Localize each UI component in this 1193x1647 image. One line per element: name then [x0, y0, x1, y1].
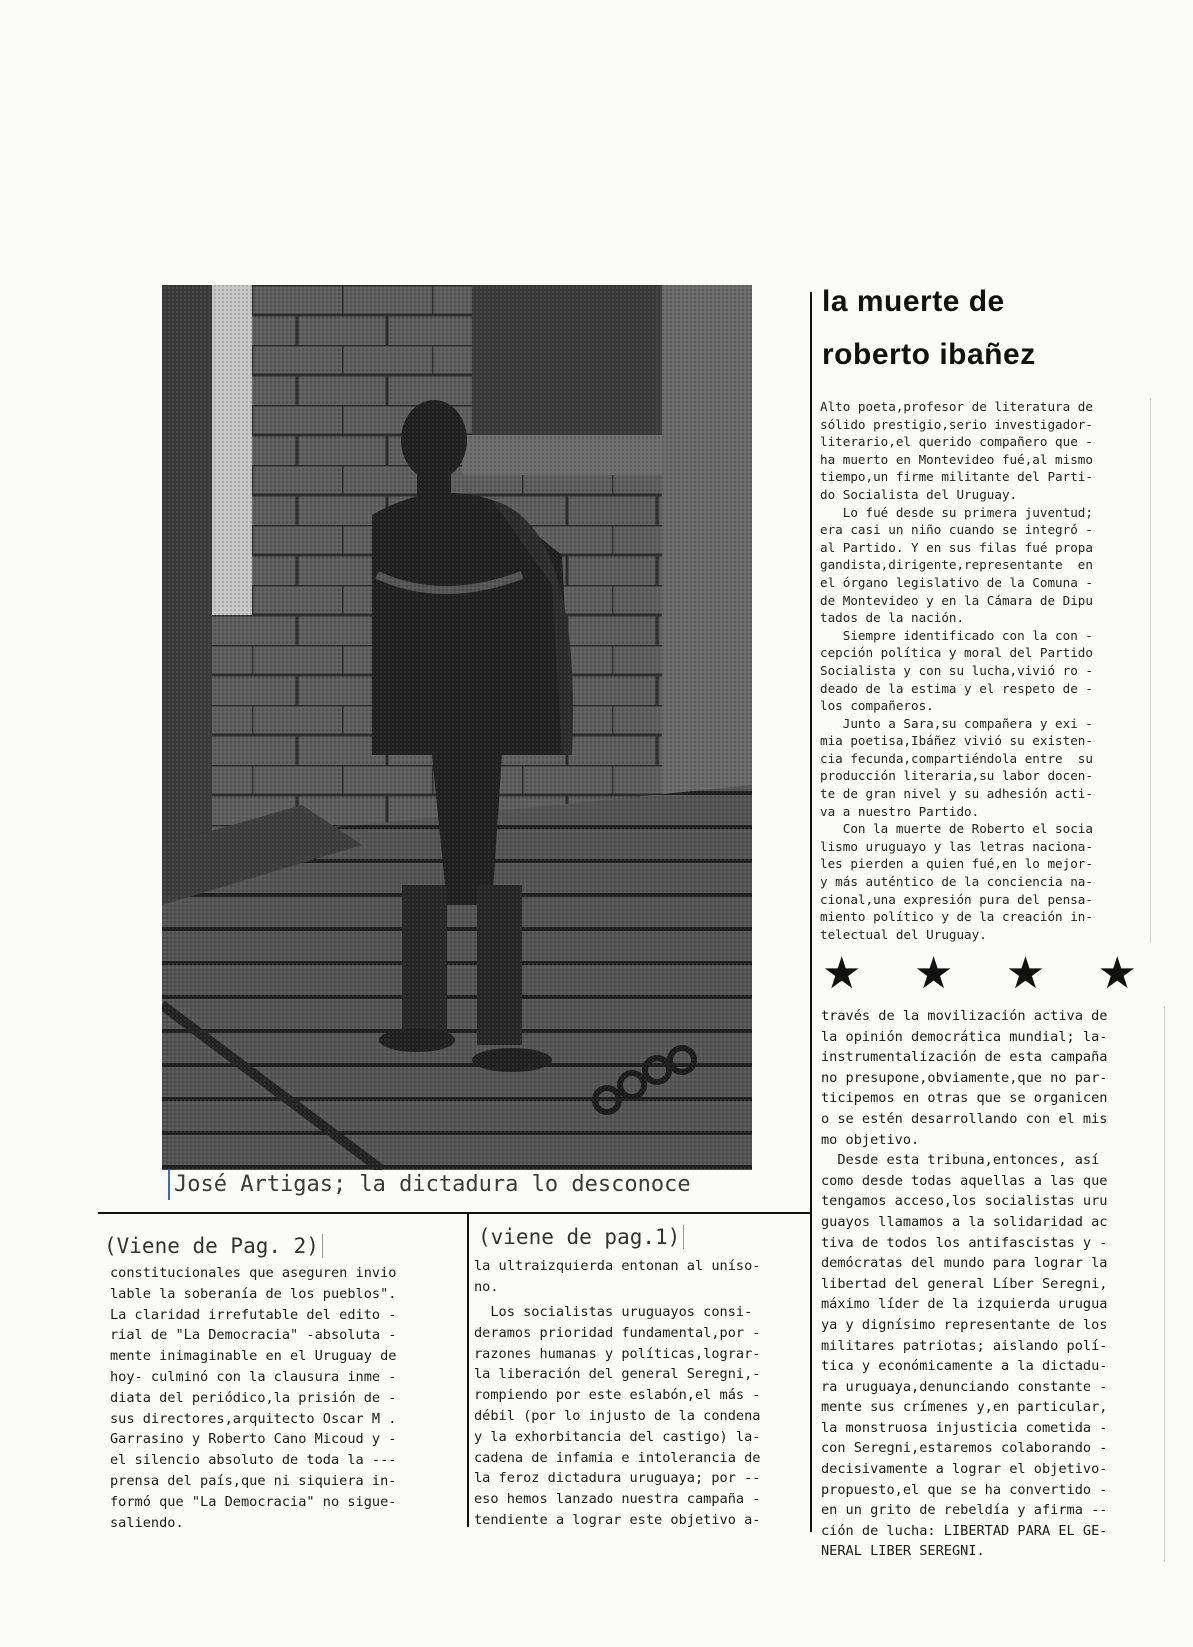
star-icon: ★: [1005, 948, 1046, 999]
star-icon: ★: [822, 948, 862, 999]
column-rule-right: [810, 292, 812, 1532]
kicker-viene-de-pag-2: (Viene de Pag. 2): [104, 1234, 323, 1258]
headline-line2: roberto ibañez: [822, 338, 1036, 371]
star-separator: [822, 948, 1137, 999]
column-rule-middle: [467, 1212, 469, 1527]
horizontal-rule: [98, 1212, 810, 1214]
article-middle-lead: la ultraizquierda entonan al uníso- no.: [474, 1258, 761, 1295]
article-middle-text: Los socialistas uruguayos consi- deramos prioridad fundamental,por - razones humanas y políticas,lograr- la liberación del general Seregni,- rompiendo por este eslabón,el más - débil (por lo injusto de la condena y la exhorbitancia del castigo) la- cadena de infamia e intolerancia de la feroz dictadura uruguaya; por -- eso hemos lanzado nuestra campaña - tendiente a lograr este objetivo a-: [474, 1304, 761, 1528]
star-icon: ★: [1097, 948, 1137, 999]
star-icon: ★: [913, 948, 954, 999]
article-ibanez-text: Alto poeta,profesor de literatura de sólido prestigio,serio investigador- literario,el querido compañero que - ha muerto en Montevideo fué,al mismo tiempo,un firme militante del Parti- do Socialista del Uruguay. Lo fué desde su primera juventud; era casi un niño cuando se integró - al Partido. Y en sus filas fué propa gandista,dirigente,representante en el órgano legislativo de la Comuna - de Montevideo y en la Cámara de Dipu tados de la nación. Siempre identificado con la con - cepción política y moral del Partido Socialista y con su lucha,vivió ro - deado de la estima y el respeto de - los compañeros. Junto a Sara,su compañera y exi - mia poetisa,Ibáñez vivió su existen- cia fecunda,compartiéndola entre su producción literaria,su labor docen- te de gran nivel y su adhesión acti- va a nuestro Partido. Con la muerte de Roberto el socia lismo uruguayo y las letras naciona- les pierden a quien fué,en lo mejor- y más auténtico de la conciencia na- cional,una expresión pura del pensa- miento político y de la creación in- telectual del Uruguay.: [820, 398, 1151, 943]
kicker-viene-de-pag-1: (viene de pag.1): [478, 1225, 684, 1249]
artigas-photo: [162, 285, 752, 1170]
article-left-text: constitucionales que aseguren invio lable la soberanía de los pueblos". La claridad irrefutable del edito - rial de "La Democracia" -absoluta - mente inimaginable en el Uruguay de hoy- culminó con la clausura inme - diata del periódico,la prisión de - sus directores,arquitecto Oscar M . Garrasino y Roberto Cano Micoud y - el silencio absoluto de toda la --- prensa del país,que ni siquiera in- formó que "La Democracia" no sigue- saliendo.: [110, 1265, 397, 1531]
photo-caption: José Artigas; la dictadura lo desconoce: [168, 1170, 756, 1200]
headline-line1: la muerte de: [822, 285, 1005, 318]
article-seregni-continuation: través de la movilización activa de la opinión democrática mundial; la- instrumentalización de esta campaña no presupone,obviamente,que no par- ticipemos en otras que se organicen o se estén desarrollando con el mis mo objetivo. Desde esta tribuna,entonces, así como desde todas aquellas a las que tengamos acceso,los socialistas uru guayos llamamos a la solidaridad ac tiva de todos los antifascistas y - demócratas del mundo para lograr la libertad del general Líber Seregni, máximo líder de la izquierda urugua ya y dignísimo representante de los militares patriotas; aislando polí- tica y económicamente a la dictadu- ra uruguaya,denunciando constante - mente sus crímenes y,en particular, la monstruosa injusticia cometida - con Seregni,estaremos colaborando - decisivamente a lograr el objetivo- propuesto,el que se ha convertido - en un grito de rebeldía y afirma -- ción de lucha: LIBERTAD PARA EL GE- NERAL LIBER SEREGNI.: [821, 1006, 1165, 1562]
